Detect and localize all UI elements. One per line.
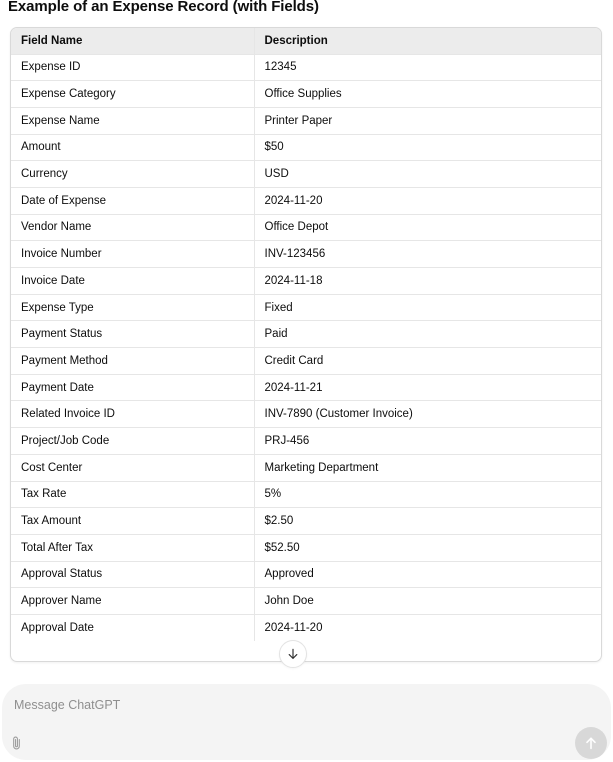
description-cell: Fixed: [254, 294, 601, 321]
field-name-cell: Approver Name: [11, 588, 254, 615]
description-cell: John Doe: [254, 588, 601, 615]
arrow-down-icon: [286, 647, 300, 661]
description-cell: USD: [254, 161, 601, 188]
attach-file-button[interactable]: [5, 729, 27, 757]
description-cell: Office Depot: [254, 214, 601, 241]
field-name-cell: Tax Amount: [11, 508, 254, 535]
description-cell: Printer Paper: [254, 107, 601, 134]
field-name-cell: Payment Status: [11, 321, 254, 348]
table-row: [11, 81, 601, 108]
field-name-cell: Expense ID: [11, 54, 254, 81]
description-cell: INV-123456: [254, 241, 601, 268]
description-cell: Office Supplies: [254, 81, 601, 108]
table-row: [11, 428, 601, 455]
expense-table-container: [10, 27, 602, 662]
paperclip-icon: [9, 732, 24, 754]
table-row: [11, 454, 601, 481]
description-cell: 2024-11-18: [254, 268, 601, 295]
description-cell: Approved: [254, 561, 601, 588]
column-header-field-name: Field Name: [11, 28, 254, 54]
table-row: [11, 534, 601, 561]
field-name-cell: Approval Date: [11, 614, 254, 641]
field-name-cell: Expense Category: [11, 81, 254, 108]
table-row: [11, 54, 601, 81]
table-row: [11, 508, 601, 535]
message-input[interactable]: [14, 698, 554, 720]
table-row: [11, 107, 601, 134]
table-row: [11, 348, 601, 375]
table-row: [11, 561, 601, 588]
table-row: [11, 134, 601, 161]
table-row: [11, 614, 601, 641]
send-message-button[interactable]: [575, 727, 607, 759]
field-name-cell: Cost Center: [11, 454, 254, 481]
description-cell: 2024-11-20: [254, 614, 601, 641]
table-row: [11, 481, 601, 508]
table-row: [11, 321, 601, 348]
field-name-cell: Date of Expense: [11, 187, 254, 214]
table-row: [11, 401, 601, 428]
description-cell: Paid: [254, 321, 601, 348]
description-cell: 5%: [254, 481, 601, 508]
field-name-cell: Invoice Date: [11, 268, 254, 295]
field-name-cell: Payment Method: [11, 348, 254, 375]
table-row: [11, 241, 601, 268]
field-name-cell: Related Invoice ID: [11, 401, 254, 428]
field-name-cell: Payment Date: [11, 374, 254, 401]
table-row: [11, 268, 601, 295]
field-name-cell: Expense Type: [11, 294, 254, 321]
table-body: [11, 54, 601, 641]
field-name-cell: Tax Rate: [11, 481, 254, 508]
description-cell: PRJ-456: [254, 428, 601, 455]
description-cell: 2024-11-21: [254, 374, 601, 401]
description-cell: $2.50: [254, 508, 601, 535]
description-cell: Marketing Department: [254, 454, 601, 481]
message-composer: [2, 684, 611, 760]
table-header-row: [11, 28, 601, 54]
field-name-cell: Currency: [11, 161, 254, 188]
table-row: [11, 588, 601, 615]
field-name-cell: Invoice Number: [11, 241, 254, 268]
column-header-description: Description: [254, 28, 601, 54]
scroll-to-bottom-button[interactable]: [279, 640, 307, 668]
table-row: [11, 214, 601, 241]
field-name-cell: Total After Tax: [11, 534, 254, 561]
table-row: [11, 374, 601, 401]
description-cell: INV-7890 (Customer Invoice): [254, 401, 601, 428]
description-cell: 12345: [254, 54, 601, 81]
table-row: [11, 294, 601, 321]
expense-table: [11, 28, 601, 641]
arrow-up-icon: [583, 735, 599, 751]
page-title: Example of an Expense Record (with Fields): [8, 0, 319, 15]
description-cell: 2024-11-20: [254, 187, 601, 214]
description-cell: Credit Card: [254, 348, 601, 375]
table-row: [11, 187, 601, 214]
table-row: [11, 161, 601, 188]
field-name-cell: Amount: [11, 134, 254, 161]
field-name-cell: Expense Name: [11, 107, 254, 134]
description-cell: $52.50: [254, 534, 601, 561]
description-cell: $50: [254, 134, 601, 161]
field-name-cell: Vendor Name: [11, 214, 254, 241]
field-name-cell: Approval Status: [11, 561, 254, 588]
field-name-cell: Project/Job Code: [11, 428, 254, 455]
